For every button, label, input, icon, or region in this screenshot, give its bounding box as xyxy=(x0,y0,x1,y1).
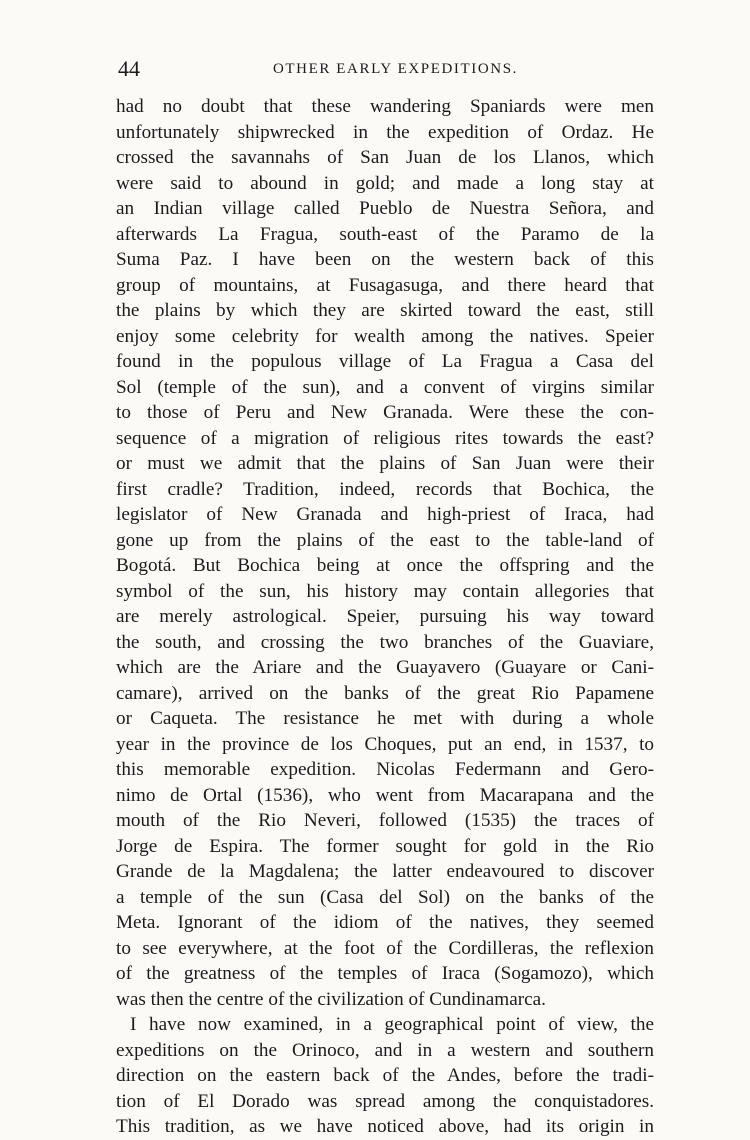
text-line: are merely astrological. Speier, pursuing his way toward xyxy=(116,606,654,627)
text-line: the plains by which they are skirted toward the east, still xyxy=(116,300,654,321)
text-line: This tradition, as we have noticed above, had its origin in xyxy=(116,1116,654,1137)
running-head: OTHER EARLY EXPEDITIONS. xyxy=(272,61,519,77)
text-line: or must we admit that the plains of San Juan were their xyxy=(116,453,654,474)
text-line: tion of El Dorado was spread among the conquistadores. xyxy=(116,1090,654,1112)
text-line: Bogotá. But Bochica being at once the offspring and the xyxy=(116,555,654,576)
text-line: year in the province de los Choques, put an end, in 1537, to xyxy=(116,733,654,755)
text-line: Grande de la Magdalena; the latter endeavoured to discover xyxy=(116,861,654,882)
text-line: Sol (temple of the sun), and a convent of virgins similar xyxy=(116,376,654,398)
text-line: to see everywhere, at the foot of the Cordilleras, the reflexion xyxy=(116,937,654,959)
text-line: direction on the eastern back of the Andes, before the tradi- xyxy=(116,1065,654,1086)
text-line: was then the centre of the civilization of Cundinamarca. xyxy=(116,988,546,1010)
text-line: Suma Paz. I have been on the western back of this xyxy=(116,249,654,270)
text-line: an Indian village called Pueblo de Nuestra Señora, and xyxy=(116,198,654,219)
text-line: Meta. Ignorant of the idiom of the natives, they seemed xyxy=(116,912,654,933)
text-line: group of mountains, at Fusagasuga, and there heard that xyxy=(116,274,654,296)
text-line: Jorge de Espira. The former sought for gold in the Rio xyxy=(116,835,654,857)
text-line: I have now examined, in a geographical point of view, the xyxy=(130,1014,654,1035)
text-line: which are the Ariare and the Guayavero (Guayare or Cani- xyxy=(116,657,654,678)
text-line: this memorable expedition. Nicolas Federmann and Gero- xyxy=(116,759,654,780)
text-line: to those of Peru and New Granada. Were these the con- xyxy=(116,402,654,423)
paragraph xyxy=(116,94,654,1012)
text-line: unfortunately shipwrecked in the expedition of Ordaz. He xyxy=(116,121,654,143)
text-line: expeditions on the Orinoco, and in a western and southern xyxy=(116,1039,654,1061)
text-line: the south, and crossing the two branches of the Guaviare, xyxy=(116,631,654,653)
text-line: of the greatness of the temples of Iraca (Sogamozo), which xyxy=(116,963,654,984)
page-number: 44 xyxy=(118,56,140,81)
text-line: had no doubt that these wandering Spaniards were men xyxy=(116,96,654,117)
text-line: nimo de Ortal (1536), who went from Macarapana and the xyxy=(116,784,654,806)
body-text xyxy=(116,94,654,1140)
text-line: enjoy some celebrity for wealth among the natives. Speier xyxy=(116,325,654,347)
text-line: mouth of the Rio Neveri, followed (1535) the traces of xyxy=(116,810,654,831)
text-line: found in the populous village of La Fragua a Casa del xyxy=(116,351,654,372)
text-line: or Caqueta. The resistance he met with during a whole xyxy=(116,708,654,729)
text-line: gone up from the plains of the east to the table-land of xyxy=(116,529,654,551)
text-line: legislator of New Granada and high-priest of Iraca, had xyxy=(116,504,654,525)
text-line: crossed the savannahs of San Juan de los Llanos, which xyxy=(116,147,654,168)
text-line: a temple of the sun (Casa del Sol) on the banks of the xyxy=(116,886,654,908)
paragraph xyxy=(116,1012,654,1140)
text-line: camare), arrived on the banks of the great Rio Papamene xyxy=(116,682,654,704)
text-line: symbol of the sun, his history may contain allegories that xyxy=(116,580,654,602)
text-line: sequence of a migration of religious rites towards the east? xyxy=(116,427,654,449)
page-header xyxy=(118,52,653,86)
text-line: afterwards La Fragua, south-east of the Paramo de la xyxy=(116,223,654,245)
text-line: first cradle? Tradition, indeed, records that Bochica, the xyxy=(116,478,654,500)
text-line: were said to abound in gold; and made a long stay at xyxy=(116,172,654,194)
